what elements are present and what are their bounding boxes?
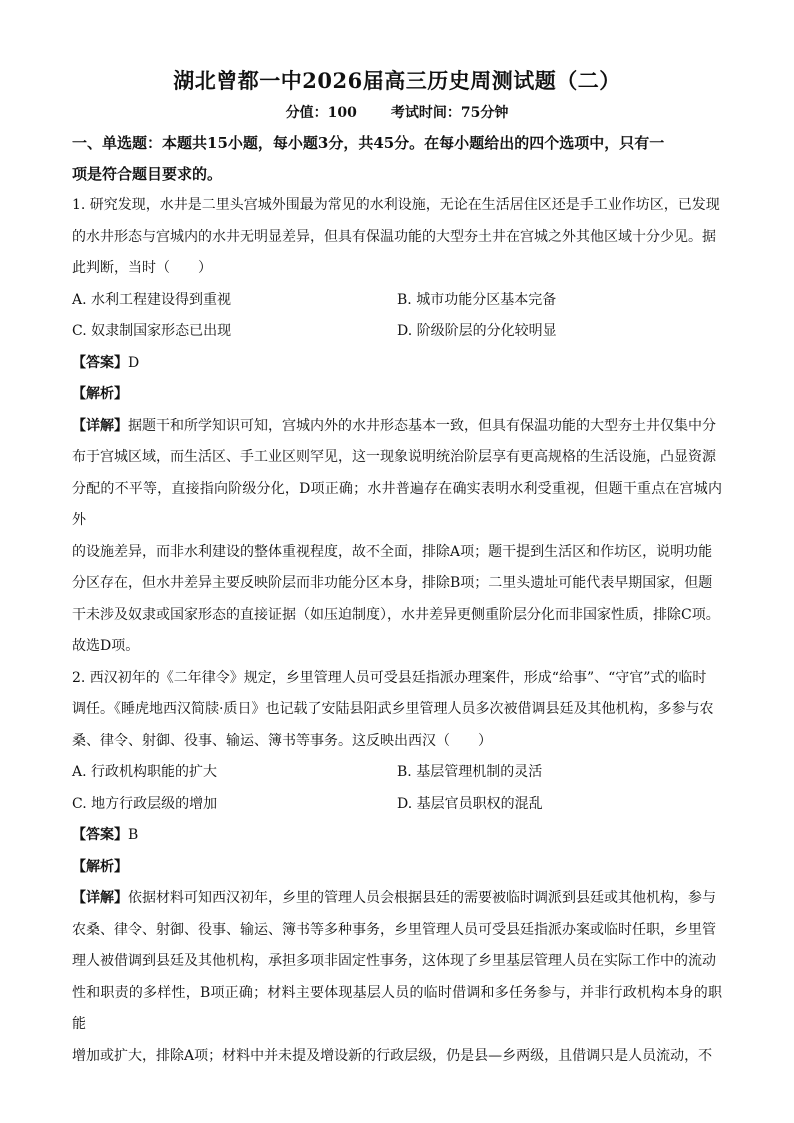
detail-line: [72, 411, 722, 443]
time-label: 考试时间：75分钟: [390, 105, 509, 121]
option-b: B. 城市功能分区基本完备: [397, 291, 557, 308]
question-stem-line: 的水井形态与宫城内的水井无明显差异，但具有保温功能的大型夯土井在宫城之外其他区域十分少见。据: [72, 228, 716, 245]
question-stem-line: 调任。《睡虎地西汉简牍·质日》也记载了安陆县阳武乡里管理人员多次被借调县廷及其他机构，多参与农: [72, 701, 714, 717]
section-heading: [72, 128, 722, 190]
question-stem-line: 桑、律令、射御、役事、输运、簿书等事务。这反映出西汉（ ）: [72, 732, 492, 749]
detail-tag: 【详解】: [72, 417, 128, 434]
score-label: 分值：100: [285, 105, 357, 121]
page-title: 湖北曾都一中2026届高三历史周测试题（二）: [173, 68, 621, 93]
section-heading-line: 项是符合题目要求的。: [72, 165, 223, 183]
answer-line: [72, 820, 722, 852]
detail-text: 依据材料可知西汉初年，乡里的管理人员会根据县廷的需要被临时调派到县廷或其他机构，参与: [128, 890, 716, 906]
answer-line: [72, 348, 722, 380]
detail-line: [72, 883, 722, 915]
analysis-line: [72, 852, 722, 884]
detail-line: 布于宫城区域，而生活区、手工业区则罕见，这一现象说明统治阶层享有更高规格的生活设施，凸显资源: [72, 449, 716, 465]
detail-line: 干未涉及奴隶或国家形态的直接证据（如压迫制度），水井差异更侧重阶层分化而非国家性质，排除C项。: [72, 606, 720, 623]
question-stem-line: 1. 研究发现，水井是二里头宫城外围最为常见的水利设施，无论在生活居住区还是手工业作坊区，已发现: [72, 197, 720, 213]
option-b: B. 基层管理机制的灵活: [397, 764, 543, 780]
detail-line: 的设施差异，而非水利建设的整体重视程度，故不全面，排除A项；题干提到生活区和作坊区，说明功能: [72, 543, 713, 560]
detail-text: 据题干和所学知识可知，宫城内外的水井形态基本一致，但具有保温功能的大型夯土井仅集中分: [128, 417, 716, 434]
detail-tag: 【详解】: [72, 890, 128, 906]
options-grid: [72, 285, 722, 348]
option-c: C. 地方行政层级的增加: [72, 795, 218, 812]
analysis-line: [72, 379, 722, 411]
detail-line: 故选D项。: [72, 638, 140, 654]
question-stem-line: 2. 西汉初年的《二年律令》规定，乡里管理人员可受县廷指派办理案件，形成“给事”、“守官”式的临时: [72, 669, 707, 686]
answer-tag: 【答案】: [72, 354, 128, 371]
analysis-tag: 【解析】: [72, 386, 128, 402]
detail-line: 农桑、律令、射御、役事、输运、簿书等多种事务，乡里管理人员可受县廷指派办案或临时任职，乡里管: [72, 921, 716, 938]
option-a: A. 行政机构职能的扩大: [72, 764, 218, 780]
option-c: C. 奴隶制国家形态已出现: [72, 323, 232, 339]
question-2: [72, 663, 722, 1073]
analysis-tag: 【解析】: [72, 858, 128, 875]
exam-meta: [72, 102, 722, 124]
detail-line: 理人被借调到县廷及其他机构，承担多项非固定性事务，这体现了乡里基层管理人员在实际工作中的流动: [72, 953, 716, 969]
question-stem-line: 此判断，当时（ ）: [72, 260, 212, 276]
question-1: [72, 190, 722, 663]
detail-line: 分配的不平等，直接指向阶级分化，D项正确；水井普遍存在确实表明水利受重视，但题干重点在宫城内外: [72, 480, 722, 528]
option-d: D. 基层官员职权的混乱: [397, 795, 543, 812]
option-d: D. 阶级阶层的分化较明显: [397, 323, 557, 339]
section-heading-line: 一、单选题：本题共15小题，每小题3分，共45分。在每小题给出的四个选项中，只有一: [72, 134, 665, 152]
detail-line: 增加或扩大，排除A项；材料中并未提及增设新的行政层级，仍是县—乡两级，且借调只是人员流动，不: [72, 1047, 713, 1064]
answer-value: B: [128, 827, 139, 843]
detail-line: 分区存在，但水井差异主要反映阶层而非功能分区本身，排除B项；二里头遗址可能代表早期国家，但题: [72, 575, 713, 591]
options-grid: [72, 757, 722, 820]
detail-line: 性和职责的多样性，B项正确；材料主要体现基层人员的临时借调和多任务参与，并非行政机构本身的职能: [72, 984, 722, 1032]
option-a: A. 水利工程建设得到重视: [72, 291, 232, 308]
answer-tag: 【答案】: [72, 827, 128, 843]
answer-value: D: [128, 354, 140, 371]
